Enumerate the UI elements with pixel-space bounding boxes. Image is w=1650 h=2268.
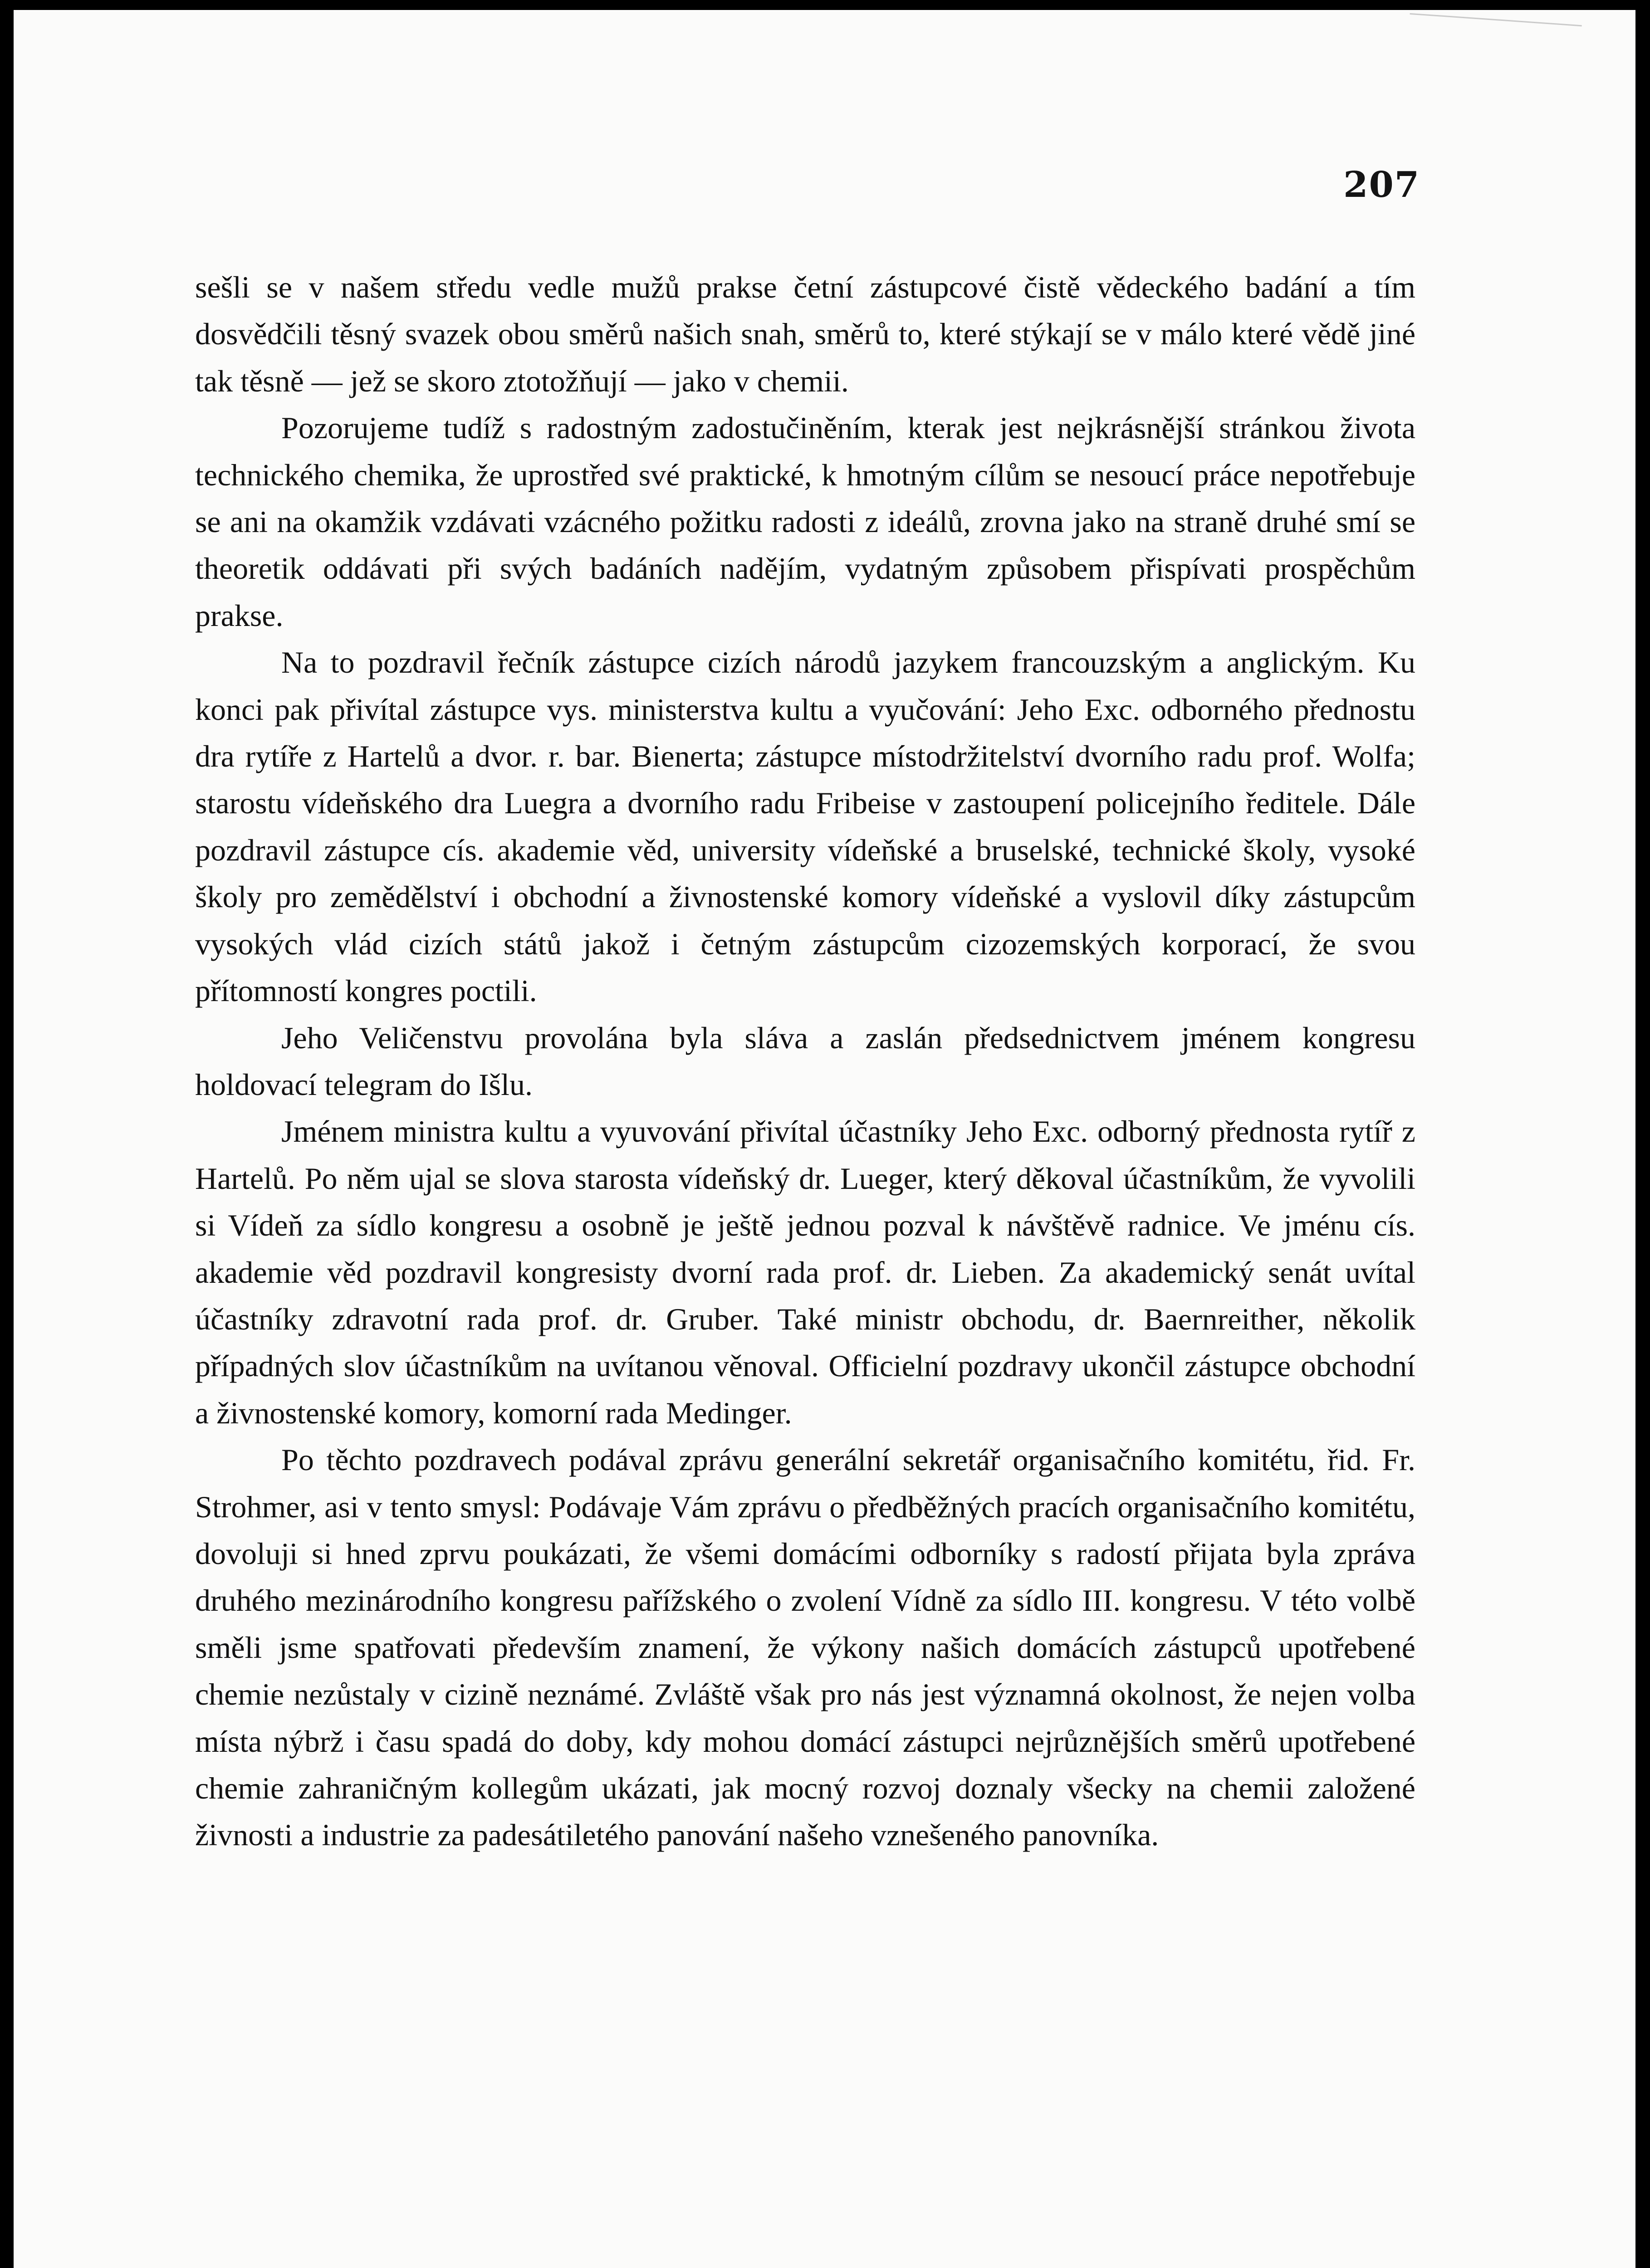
paragraph: Po těchto pozdravech podával zprávu generální sekretář organisačního komitétu, řid. Fr. Strohmer, asi v tento smysl: Podávaje Vám zprávu o předběžných pracích organisačního komitétu, dovoluji si hned zprvu poukázati, že všemi domácími odborníky s radostí přijata byla zpráva druhého mezinárodního kongresu pařížského o zvolení Vídně za sídlo III. kongresu. V této volbě směli jsme spatřovati především znamení, že výkony našich domácích zástupců upotřebené chemie nezůstaly v cizině neznámé. Zvláště však pro nás jest významná okolnost, že nejen volba místa nýbrž i času spadá do doby, kdy mohou domácí zástupci nejrůznějších směrů upotřebené chemie zahraničným kollegům ukázati, jak mocný rozvoj doznaly všecky na chemii založené živnosti a industrie za padesátiletého panování našeho vznešeného panovníka.: [195, 1442, 1415, 1853]
paragraph: Na to pozdravil řečník zástupce cizích národů jazykem francouzským a anglickým. Ku konci pak přivítal zástupce vys. ministerstva kultu a vyučování: Jeho Exc. odborného přednostu dra rytíře z Hartelů a dvor. r. bar. Bienerta; zástupce místodržitelství dvorního radu prof. Wolfa; starostu vídeňského dra Luegra a dvorního radu Fribeise v zastoupení policejního ředitele. Dále pozdravil zástupce cís. akademie věd, university vídeňské a bruselské, technické školy, vysoké školy pro zemědělství i obchodní a živnostenské komory vídeňské a vyslovil díky zástupcům vysokých vlád cizích států jakož i četným zástupcům cizozemských korporací, že svou přítomností kongres poctili.: [195, 645, 1415, 1008]
scan-edge-mark: [1408, 13, 1581, 54]
paragraph-continuation: sešli se v našem středu vedle mužů prakse četní zástupcové čistě vědeckého badání a tím dosvědčili těsný svazek obou směrů našich snah, směrů to, které stýkají se v málo které vědě jiné tak těsně — jež se skoro ztotožňují — jako v chemii.: [195, 270, 1415, 398]
document-page: [14, 10, 1635, 2268]
paragraph: Jeho Veličenstvu provolána byla sláva a zaslán předsednictvem jménem kongresu holdovací telegram do Išlu.: [195, 1020, 1415, 1102]
page-number: 207: [1343, 164, 1420, 205]
paragraph: Jménem ministra kultu a vyuvování přivítal účastníky Jeho Exc. odborný přednosta rytíř z Hartelů. Po něm ujal se slova starosta vídeňský dr. Lueger, který děkoval účastníkům, že vyvolili si Vídeň za sídlo kongresu a osobně je ještě jednou pozval k návštěvě radnice. Ve jménu cís. akademie věd pozdravil kongresisty dvorní rada prof. dr. Lieben. Za akademický senát uvítal účastníky zdravotní rada prof. dr. Gruber. Také ministr obchodu, dr. Baernreither, několik případných slov účastníkům na uvítanou věnoval. Officielní pozdravy ukončil zástupce obchodní a živnostenské komory, komorní rada Medinger.: [195, 1114, 1415, 1430]
body-text: [195, 264, 1415, 1859]
paragraph: Pozorujeme tudíž s radostným zadostučiněním, kterak jest nejkrásnější stránkou života technického chemika, že uprostřed své praktické, k hmotným cílům se nesoucí práce nepotřebuje se ani na okamžik vzdávati vzácného požitku radosti z ideálů, zrovna jako na straně druhé smí se theoretik oddávati při svých badáních nadějím, vydatným způsobem přispívati prospěchům prakse.: [195, 411, 1415, 633]
